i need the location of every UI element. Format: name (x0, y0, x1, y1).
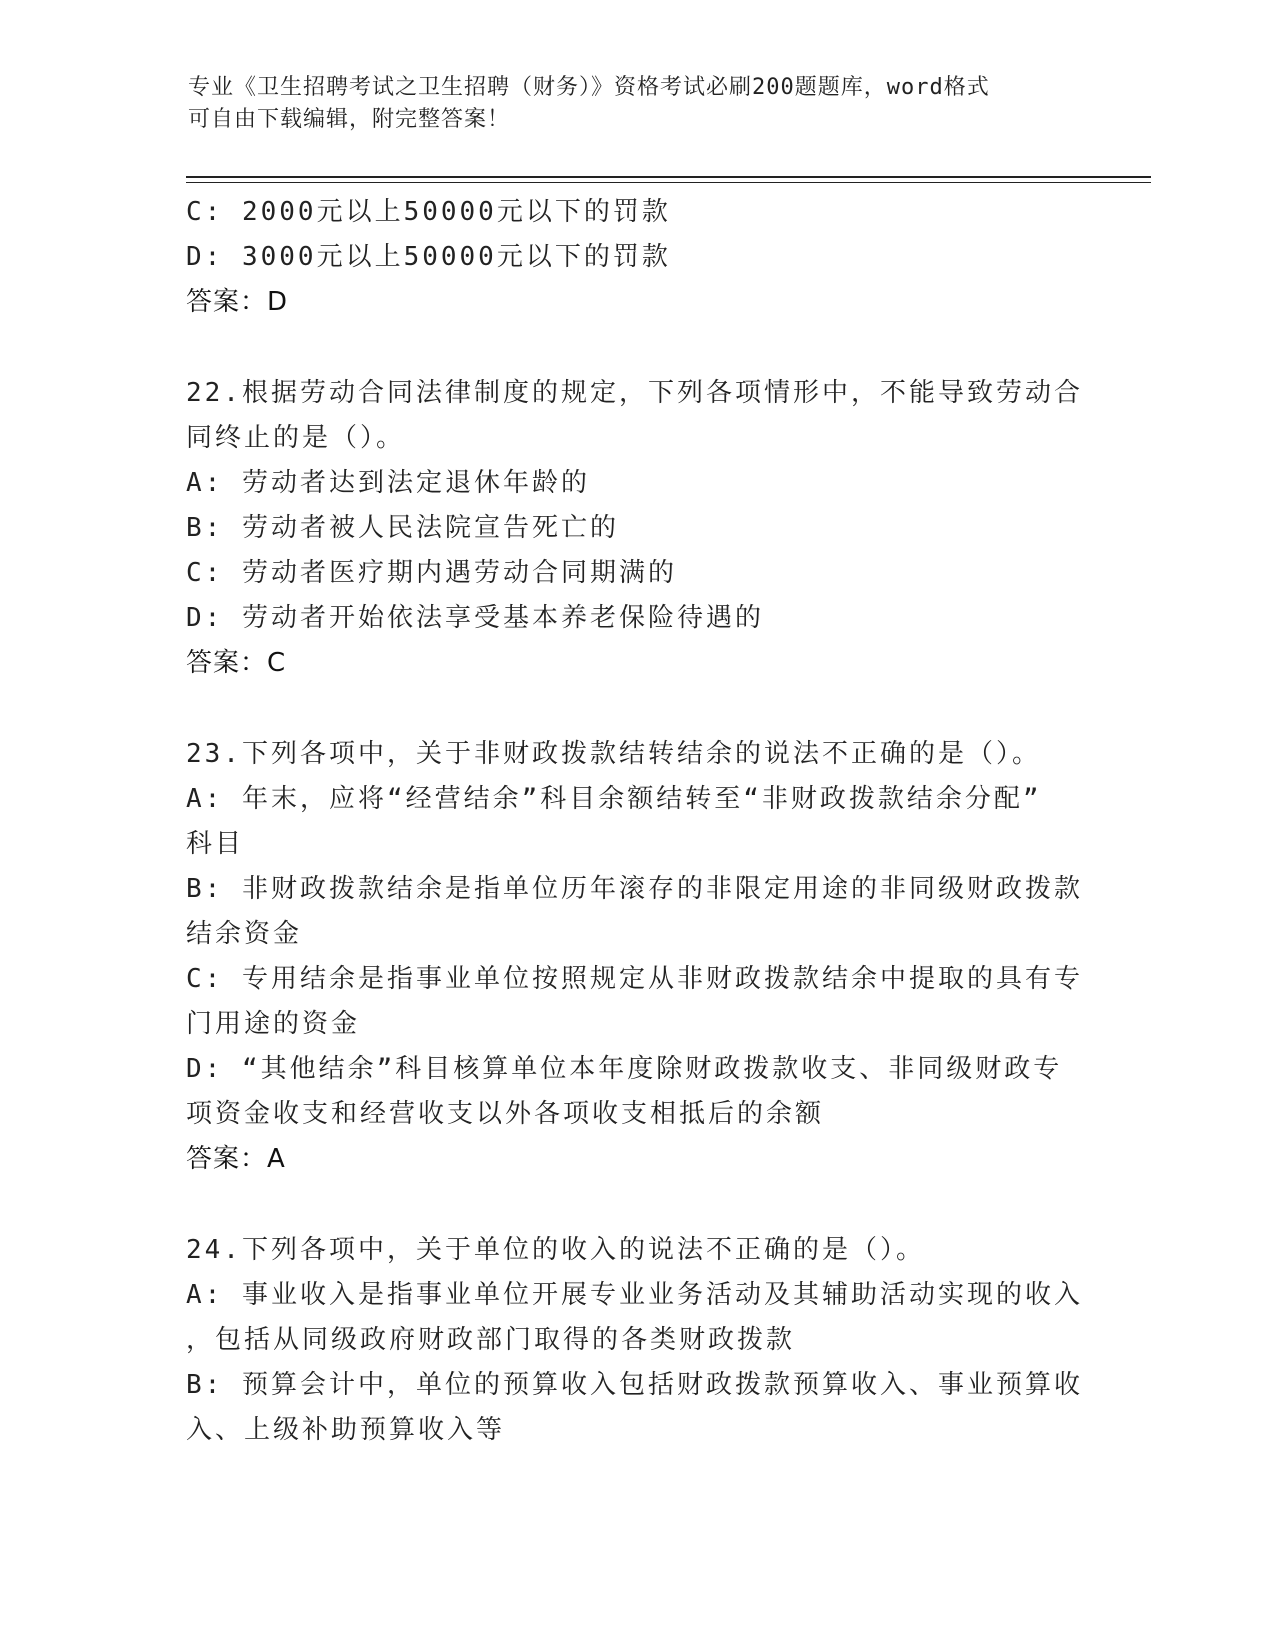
header-divider-thick (186, 176, 1151, 178)
option-a-cont: 科目 (186, 829, 245, 859)
option-a: A: 劳动者达到法定退休年龄的 (186, 468, 590, 498)
question-stem: 24.下列各项中，关于单位的收入的说法不正确的是（）。 (186, 1235, 925, 1265)
option-d: D: 劳动者开始依法享受基本养老保险待遇的 (186, 603, 764, 633)
option-b: B: 非财政拨款结余是指单位历年滚存的非限定用途的非同级财政拨款 (186, 874, 1083, 904)
answer-line: 答案：D (186, 287, 289, 317)
question-23 (186, 732, 1086, 1182)
header-divider-thin (186, 182, 1151, 183)
option-d: D: “其他结余”科目核算单位本年度除财政拨款收支、非同级财政专 (186, 1054, 1063, 1084)
option-b: B: 劳动者被人民法院宣告死亡的 (186, 513, 619, 543)
answer-line: 答案：C (186, 648, 287, 678)
page-header (188, 72, 1068, 136)
option-c: C: 专用结余是指事业单位按照规定从非财政拨款结余中提取的具有专 (186, 964, 1083, 994)
question-24 (186, 1228, 1086, 1453)
option-b-cont: 结余资金 (186, 919, 303, 949)
option-c: C: 劳动者医疗期内遇劳动合同期满的 (186, 558, 677, 588)
question-stem: 22.根据劳动合同法律制度的规定，下列各项情形中，不能导致劳动合 (186, 378, 1083, 408)
option-a: A: 年末，应将“经营结余”科目余额结转至“非财政拨款结余分配” (186, 784, 1042, 814)
option-a-cont: ，包括从同级政府财政部门取得的各类财政拨款 (186, 1325, 796, 1355)
document-body (186, 190, 1086, 1453)
header-line-1: 专业《卫生招聘考试之卫生招聘（财务）》资格考试必刷200题题库，word格式 (188, 75, 990, 100)
question-stem: 23.下列各项中，关于非财政拨款结转结余的说法不正确的是（）。 (186, 739, 1041, 769)
header-line-2: 可自由下载编辑，附完整答案！ (188, 107, 511, 132)
question-22 (186, 371, 1086, 686)
option-c: C: 2000元以上50000元以下的罚款 (186, 197, 671, 227)
option-b: B: 预算会计中，单位的预算收入包括财政拨款预算收入、事业预算收 (186, 1370, 1083, 1400)
option-a: A: 事业收入是指事业单位开展专业业务活动及其辅助活动实现的收入 (186, 1280, 1083, 1310)
previous-question (186, 190, 1086, 325)
option-d: D: 3000元以上50000元以下的罚款 (186, 242, 671, 272)
option-b-cont: 入、上级补助预算收入等 (186, 1415, 506, 1445)
option-c-cont: 门用途的资金 (186, 1009, 361, 1039)
question-stem: 同终止的是（）。 (186, 423, 406, 453)
option-d-cont: 项资金收支和经营收支以外各项收支相抵后的余额 (186, 1099, 825, 1129)
answer-line: 答案：A (186, 1144, 286, 1174)
